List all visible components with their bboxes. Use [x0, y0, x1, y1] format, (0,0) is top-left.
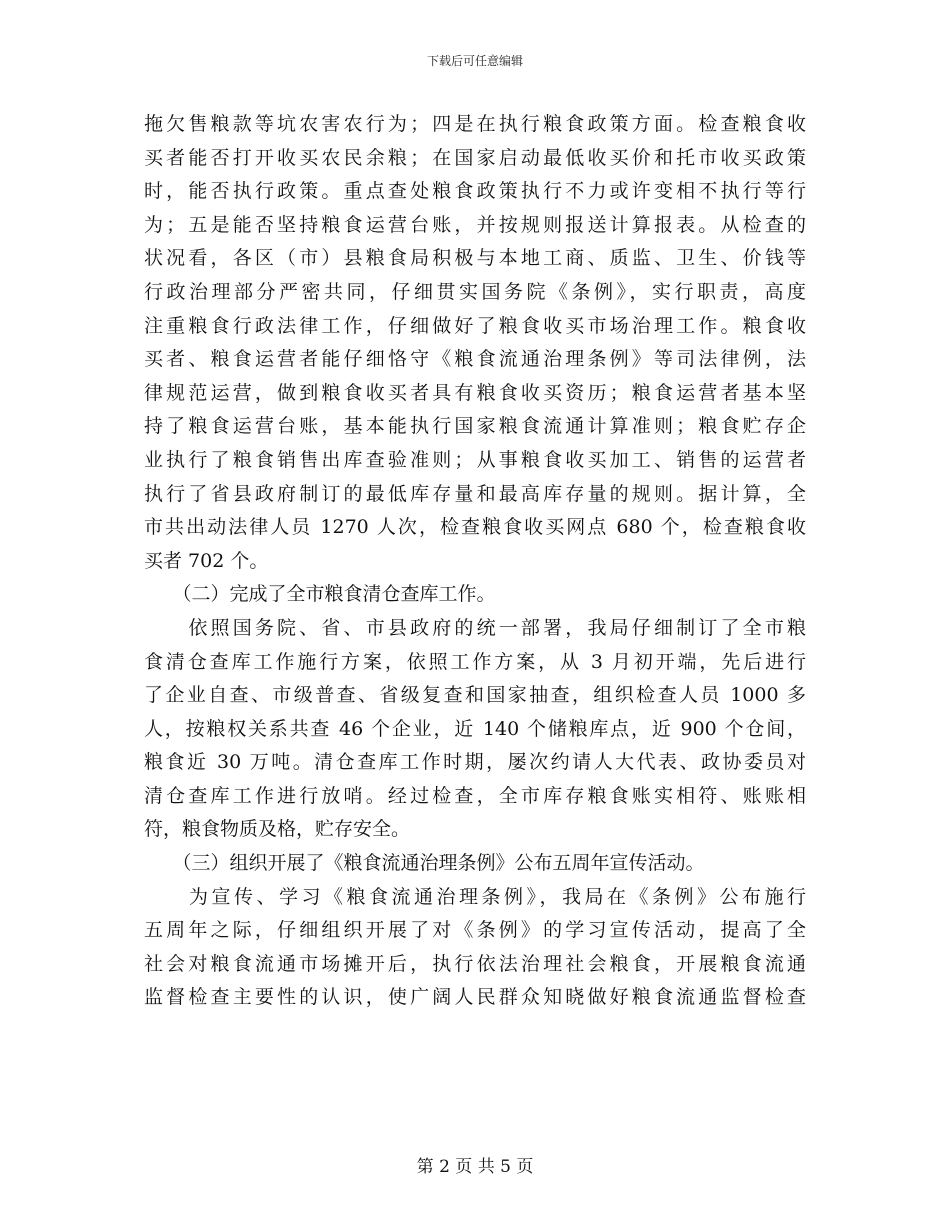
text-line: 人，按粮权关系共查 46 个企业，近 140 个储粮库点，近 900 个仓间， [144, 717, 806, 740]
section-heading: （二）完成了全市粮食清仓查库工作。 [144, 583, 496, 606]
text-line: 市共出动法律人员 1270 人次，检查粮食收买网点 680 个，检查粮食收 [144, 516, 806, 539]
text-line: 依照国务院、省、市县政府的统一部署，我局仔细制订了全市粮 [144, 616, 806, 639]
text-line: 为；五是能否坚持粮食运营台账，并按规则报送计算报表。从检查的 [144, 213, 806, 236]
text-line: 状况看，各区（市）县粮食局积极与本地工商、质监、卫生、价钱等 [144, 247, 806, 270]
text-line: 拖欠售粮款等坑农害农行为；四是在执行粮食政策方面。检查粮食收 [144, 113, 806, 135]
text-line: 清仓查库工作进行放哨。经过检查，全市库存粮食账实相符、账账相 [144, 784, 806, 807]
text-line: 社会对粮食流通市场摊开后，执行依法治理社会粮食，开展粮食流通 [144, 952, 806, 975]
page-number: 第 2 页 共 5 页 [416, 1157, 534, 1177]
text-line: 注重粮食行政法律工作，仔细做好了粮食收买市场治理工作。粮食收 [144, 314, 806, 337]
text-line: 食清仓查库工作施行方案，依照工作方案，从 3 月初开端，先后进行 [144, 650, 806, 673]
document-body [144, 108, 806, 1015]
text-line: 律规范运营，做到粮食收买者具有粮食收买资历；粮食运营者基本坚 [144, 381, 806, 404]
text-line: 监督检查主要性的认识，使广阔人民群众知晓做好粮食流通监督检查 [144, 986, 806, 1009]
text-line: 为宣传、学习《粮食流通治理条例》，我局在《条例》公布施行 [144, 885, 806, 908]
text-line: 买者 702 个。 [144, 549, 269, 572]
text-line: 了企业自查、市级普查、省级复查和国家抽查，组织检查人员 1000 多 [144, 684, 806, 707]
section-heading: （三）组织开展了《粮食流通治理条例》公布五周年宣传活动。 [144, 852, 705, 875]
text-line: 时，能否执行政策。重点查处粮食政策执行不力或许变相不执行等行 [144, 180, 806, 203]
text-line: 粮食近 30 万吨。清仓查库工作时期，屡次约请人大代表、政协委员对 [144, 751, 806, 774]
text-line: 持了粮食运营台账，基本能执行国家粮食流通计算准则；粮食贮存企 [144, 415, 806, 438]
page-header: 下载后可任意编辑 [426, 54, 523, 68]
text-line: 符，粮食物质及格，贮存安全。 [144, 818, 411, 841]
text-line: 五周年之际，仔细组织开展了对《条例》的学习宣传活动，提高了全 [144, 919, 806, 942]
text-line: 行政治理部分严密共同，仔细贯实国务院《条例》，实行职责，高度 [144, 280, 806, 303]
text-line: 买者、粮食运营者能仔细恪守《粮食流通治理条例》等司法律例，法 [144, 348, 806, 371]
text-line: 买者能否打开收买农民余粮；在国家启动最低收买价和托市收买政策 [144, 146, 806, 169]
text-line: 业执行了粮食销售出库查验准则；从事粮食收买加工、销售的运营者 [144, 448, 806, 471]
text-line: 执行了省县政府制订的最低库存量和最高库存量的规则。据计算，全 [144, 482, 806, 505]
